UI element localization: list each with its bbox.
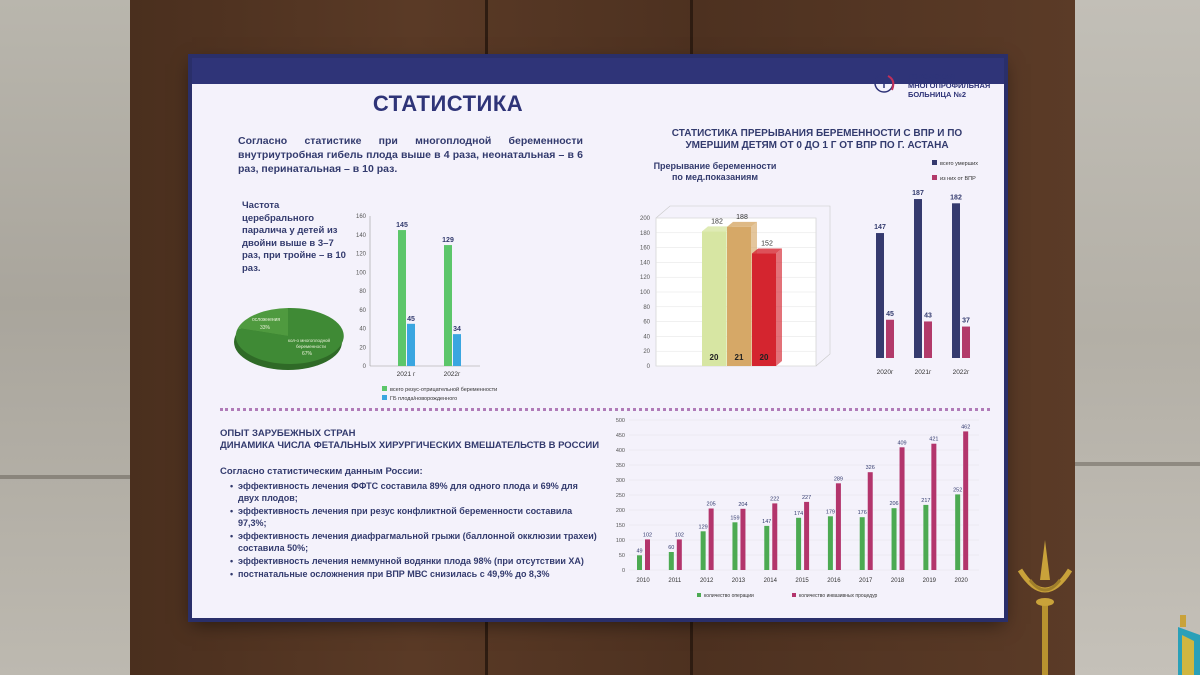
data-label: 37 xyxy=(962,317,970,325)
category-label: 2018 xyxy=(890,578,905,584)
data-label: 60 xyxy=(668,545,675,551)
tick-label: 0 xyxy=(646,364,650,370)
category-label: 2020 xyxy=(954,578,968,584)
tick-label: 500 xyxy=(615,418,625,424)
tick-label: 180 xyxy=(639,230,650,237)
bar xyxy=(962,327,970,358)
deaths-bar-chart xyxy=(864,158,994,383)
russia-fetal-surgery-chart xyxy=(607,410,1002,615)
tick-label: 100 xyxy=(355,270,366,277)
legend-label: ГБ плода/новорожденного xyxy=(390,396,458,402)
pie-pct-small: 33% xyxy=(260,325,271,331)
bar xyxy=(955,494,960,570)
rh-bar-chart xyxy=(342,198,542,402)
tick-label: 0 xyxy=(362,364,366,370)
data-label: 182 xyxy=(950,194,962,202)
legend-label: количество операции xyxy=(704,593,754,599)
data-label: 34 xyxy=(453,326,461,334)
bar xyxy=(398,230,406,366)
data-label: 159 xyxy=(730,515,740,522)
data-label: 222 xyxy=(770,496,780,503)
data-label: 45 xyxy=(886,310,894,318)
tick-label: 120 xyxy=(355,251,366,258)
legend-swatch xyxy=(697,593,701,597)
bar xyxy=(407,324,415,366)
section2-title: ОПЫТ ЗАРУБЕЖНЫХ СТРАН ДИНАМИКА ЧИСЛА ФЕТАЛЬНЫХ ХИРУРГИЧЕСКИХ ВМЕШАТЕЛЬСТВ В РОССИИ xyxy=(220,428,600,451)
data-label: 409 xyxy=(897,440,907,447)
data-label: 129 xyxy=(698,524,708,531)
data-label: 176 xyxy=(857,510,867,517)
legend-swatch xyxy=(932,160,937,165)
bar-side xyxy=(776,249,782,366)
data-label: 179 xyxy=(825,509,836,516)
tick-label: 120 xyxy=(639,275,650,282)
bar xyxy=(868,472,873,570)
category-label: 2014 xyxy=(763,578,777,584)
legend-label: количество инвазивных процедур xyxy=(799,593,878,599)
inner-label: 20 xyxy=(709,353,719,362)
list-item: • эффективность лечения неммунной водянки плода 98% (при отсутствии ХА) xyxy=(230,555,600,567)
tick-label: 200 xyxy=(639,216,650,222)
tick-label: 20 xyxy=(359,345,366,352)
data-label: 49 xyxy=(636,548,643,555)
bar xyxy=(709,509,714,571)
bar xyxy=(804,502,809,570)
bar xyxy=(952,203,960,358)
slide-title: СТАТИСТИКА xyxy=(372,91,524,116)
category-label: 2016 xyxy=(827,578,841,584)
bar xyxy=(444,245,452,366)
tick-label: 160 xyxy=(639,245,650,252)
foreign-experience-section xyxy=(220,428,600,581)
legend-swatch xyxy=(382,386,387,391)
data-label: 43 xyxy=(924,312,932,320)
right-section-title: СТАТИСТИКА ПРЕРЫВАНИЯ БЕРЕМЕННОСТИ С ВПР И ПО УМЕРШИМ ДЕТЯМ ОТ 0 ДО 1 Г ОТ ВПР ПО Г. АСТАНА xyxy=(671,128,963,151)
bar xyxy=(732,522,737,570)
list-item: • эффективность лечения диафрагмальной грыжи (баллонной окклюзии трахеи) составила 50%; xyxy=(230,530,600,554)
bar xyxy=(886,320,894,358)
bar xyxy=(836,483,841,570)
data-label: 252 xyxy=(953,487,963,494)
data-label: 152 xyxy=(761,240,773,248)
data-label: 421 xyxy=(929,436,939,443)
tick-label: 160 xyxy=(355,214,366,220)
bar xyxy=(876,233,884,358)
bar xyxy=(892,508,897,570)
pie-label-large: кол-о многоплодной xyxy=(288,338,331,343)
tick-label: 450 xyxy=(615,433,625,439)
cerebral-palsy-text: Частота церебрального паралича у детей из двойни выше в 3–7 раз, при тройне – в 10 раз. xyxy=(242,200,346,274)
bar xyxy=(828,516,833,570)
inner-label: 21 xyxy=(734,353,744,362)
bar xyxy=(860,517,865,570)
legend-swatch xyxy=(382,395,387,400)
tick-label: 200 xyxy=(615,508,625,514)
tick-label: 80 xyxy=(359,289,366,295)
tick-label: 50 xyxy=(618,553,625,559)
data-label: 129 xyxy=(442,237,454,245)
list-item: • эффективность лечения при резус конфликтной беременности составила 97,3%; xyxy=(230,505,600,529)
bar xyxy=(740,509,745,570)
category-label: 2022г xyxy=(443,371,461,378)
tick-label: 300 xyxy=(615,478,625,484)
tick-label: 140 xyxy=(639,260,650,267)
pie-label-small: осложнения xyxy=(252,317,281,323)
bar xyxy=(669,552,674,570)
bar xyxy=(963,431,968,570)
category-label: 2015 xyxy=(795,578,809,584)
data-label: 187 xyxy=(912,190,924,198)
pie-pct-large: 67% xyxy=(302,351,313,357)
tick-label: 400 xyxy=(615,448,625,454)
tick-label: 20 xyxy=(643,349,650,356)
legend-label: всего резус-отрицательной беременности xyxy=(390,387,498,393)
data-label: 45 xyxy=(407,315,415,323)
data-label: 326 xyxy=(865,465,875,472)
inner-label: 20 xyxy=(759,353,769,362)
tick-label: 40 xyxy=(643,334,650,341)
tick-label: 0 xyxy=(621,568,625,574)
pie-label-large-2: беременности xyxy=(296,344,326,349)
bar xyxy=(453,334,461,366)
legend-swatch xyxy=(792,593,796,597)
tick-label: 40 xyxy=(359,326,366,333)
intro-text: Согласно статистике при многоплодной беременности внутриутробная гибель плода выше в 4 раза, неонатальная – в 6 раз, перинатальная – в 10 раз. xyxy=(238,135,583,175)
category-label: 2022г xyxy=(952,369,970,376)
bar xyxy=(923,505,928,570)
tick-label: 100 xyxy=(639,290,650,296)
tick-label: 350 xyxy=(615,463,625,469)
hospital-logo-text: ГОРОДСКАЯ МНОГОПРОФИЛЬНАЯ БОЛЬНИЦА №2 xyxy=(908,72,991,99)
tick-label: 140 xyxy=(355,232,366,239)
list-item: • эффективность лечения ФФТС составила 89% для одного плода и 69% для двух плодов; xyxy=(230,480,600,504)
tick-label: 80 xyxy=(643,304,650,311)
category-label: 2012 xyxy=(699,578,714,584)
data-label: 147 xyxy=(762,518,772,525)
effectiveness-list xyxy=(220,480,600,580)
tick-label: 60 xyxy=(643,319,650,326)
category-label: 2021 г xyxy=(396,371,416,378)
bar xyxy=(701,531,706,570)
data-label: 204 xyxy=(738,501,748,508)
legend-label: всего умерших xyxy=(940,161,978,167)
bar xyxy=(677,539,682,570)
category-label: 2011 xyxy=(668,578,682,584)
flag-icon xyxy=(1172,615,1200,675)
bar xyxy=(702,231,726,366)
section2-intro: Согласно статистическим данным России: xyxy=(220,466,423,477)
bar xyxy=(914,199,922,358)
category-label: 2019 xyxy=(922,578,937,584)
data-label: 217 xyxy=(921,497,931,504)
bar xyxy=(637,555,642,570)
data-label: 102 xyxy=(674,532,684,539)
tick-label: 60 xyxy=(359,307,366,314)
data-label: 205 xyxy=(706,501,716,508)
category-label: 2017 xyxy=(859,578,873,584)
bar xyxy=(900,447,905,570)
projection-screen xyxy=(192,58,1004,618)
bar xyxy=(764,526,769,570)
bar xyxy=(924,321,932,358)
bar xyxy=(772,503,777,570)
bar xyxy=(931,444,936,570)
bar xyxy=(727,227,751,366)
tick-label: 100 xyxy=(615,538,625,544)
category-label: 2010 xyxy=(636,578,650,584)
termination-bar-chart xyxy=(632,186,832,381)
marble-wall-left xyxy=(0,0,130,675)
data-label: 462 xyxy=(961,424,971,431)
bar xyxy=(752,254,776,366)
tick-label: 250 xyxy=(615,493,625,499)
bar xyxy=(645,539,650,570)
tick-label: 150 xyxy=(615,523,625,529)
data-label: 182 xyxy=(711,218,723,226)
data-label: 289 xyxy=(833,476,844,483)
data-label: 188 xyxy=(736,213,748,221)
list-item: • постнатальные осложнения при ВПР МВС снизилась с 49,9% до 8,3% xyxy=(230,568,600,580)
category-label: 2021г xyxy=(914,369,932,376)
legend-swatch xyxy=(932,175,937,180)
category-label: 2020г xyxy=(876,369,894,376)
pie-chart xyxy=(230,298,350,378)
data-label: 147 xyxy=(874,224,886,232)
flag-pole-spire-icon xyxy=(1010,540,1080,675)
category-label: 2013 xyxy=(731,578,746,584)
data-label: 174 xyxy=(793,510,804,517)
data-label: 206 xyxy=(889,501,899,508)
legend-label: из них от ВПР xyxy=(940,176,976,182)
data-label: 102 xyxy=(642,532,653,539)
data-label: 145 xyxy=(396,222,408,230)
termination-chart-title: Прерывание беременности по мед.показаниям xyxy=(653,161,777,182)
bar xyxy=(796,518,801,570)
marble-wall-right xyxy=(1075,0,1200,675)
data-label: 227 xyxy=(801,494,812,501)
